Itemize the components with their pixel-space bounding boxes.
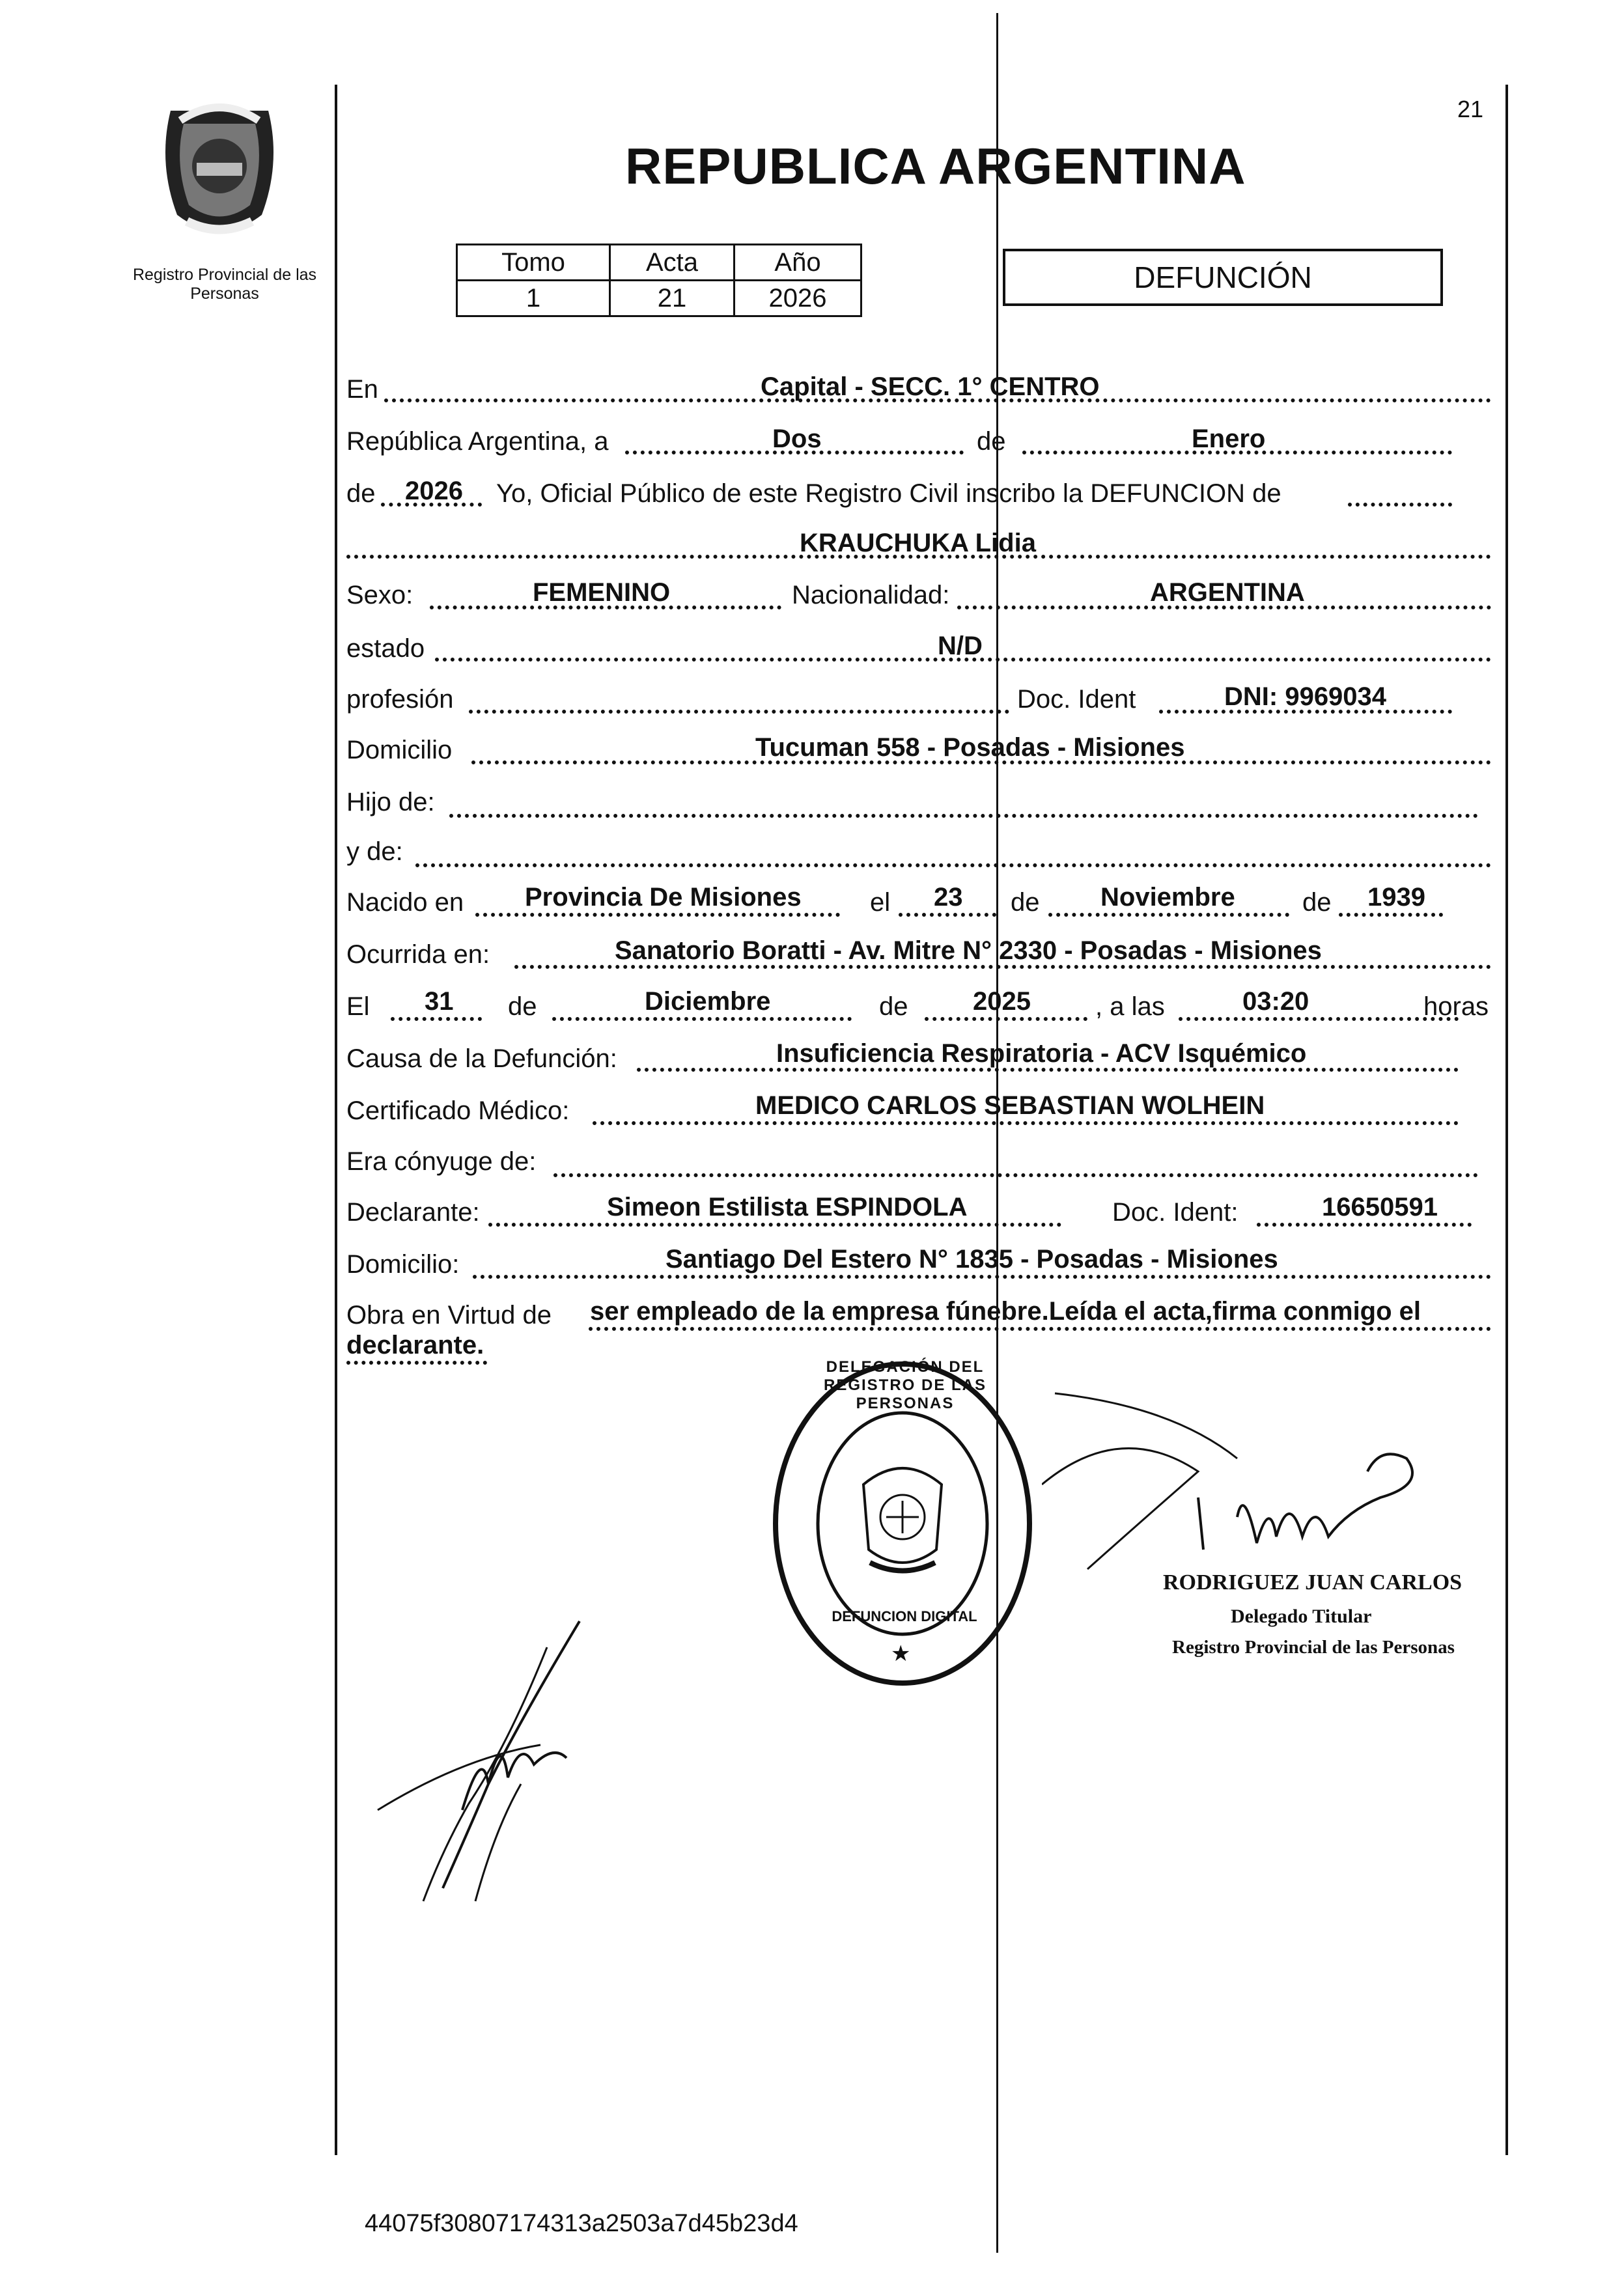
table-value-tomo: 1 [457, 281, 610, 316]
table-header-tomo: Tomo [457, 245, 610, 281]
label-declarante: Declarante: [346, 1198, 480, 1227]
dots-after-yo [1348, 503, 1452, 507]
value-nacido-dia: 23 [934, 883, 963, 912]
registry-name: Registro Provincial de las Personas [132, 266, 317, 303]
official-registry: Registro Provincial de las Personas [1172, 1637, 1455, 1658]
value-sexo: FEMENINO [533, 578, 671, 607]
value-nacionalidad: ARGENTINA [1150, 578, 1305, 607]
table-header-acta: Acta [610, 245, 735, 281]
label-de-nacido-mes: de [1011, 888, 1040, 917]
label-el-fallec: El [346, 992, 370, 1021]
dots-nacido-mes [1048, 913, 1289, 917]
label-de-fallec-anio: de [879, 992, 908, 1021]
left-margin-line [335, 85, 337, 2155]
label-profesion: profesión [346, 685, 454, 714]
label-de-mes: de [977, 427, 1006, 456]
table-header-anio: Año [735, 245, 861, 281]
value-domicilio: Tucuman 558 - Posadas - Misiones [755, 733, 1185, 762]
misiones-logo [151, 91, 288, 247]
dots-conyuge [553, 1173, 1478, 1177]
stamp-outer-text: DELEGACIÓN DEL REGISTRO DE LAS PERSONAS [823, 1358, 987, 1412]
label-de-fallec-mes: de [508, 992, 537, 1021]
declarant-signature [371, 1615, 619, 1914]
table-value-anio: 2026 [735, 281, 861, 316]
dots-hijo-de [449, 814, 1478, 818]
label-domicilio: Domicilio [346, 736, 453, 764]
dots-declarante [488, 1223, 1061, 1227]
value-declarante-domicilio: Santiago Del Estero N° 1835 - Posadas - Misiones [665, 1245, 1278, 1274]
value-declarante-doc: 16650591 [1322, 1193, 1438, 1221]
dots-profesion [469, 710, 1009, 714]
label-certificado: Certificado Médico: [346, 1096, 570, 1125]
label-domicilio-declarante: Domicilio: [346, 1250, 460, 1279]
dots-declarante-domicilio [473, 1275, 1491, 1279]
value-nombre: KRAUCHUKA Lidia [800, 529, 1036, 557]
value-doc: DNI: 9969034 [1224, 682, 1387, 711]
dots-fallec-mes [552, 1017, 852, 1021]
dots-causa [637, 1068, 1459, 1072]
act-type-label: DEFUNCIÓN [1134, 260, 1312, 294]
value-nacido-mes: Noviembre [1100, 883, 1235, 912]
label-estado: estado [346, 634, 425, 663]
label-doc-ident: Doc. Ident [1017, 685, 1136, 714]
label-hijo-de: Hijo de: [346, 788, 435, 816]
label-sexo: Sexo: [346, 581, 413, 609]
dots-fallec-anio [925, 1017, 1087, 1021]
dots-nacido-anio [1339, 913, 1443, 917]
value-causa: Insuficiencia Respiratoria - ACV Isquémico [776, 1039, 1307, 1068]
value-mes: Enero [1192, 425, 1266, 453]
value-fallec-dia: 31 [425, 987, 454, 1016]
dots-nacido-dia [899, 913, 996, 917]
table-value-acta: 21 [610, 281, 735, 316]
label-nacionalidad: Nacionalidad: [792, 581, 950, 609]
label-y-de: y de: [346, 837, 403, 866]
dots-certificado [593, 1121, 1459, 1125]
value-fallec-mes: Diciembre [645, 987, 771, 1016]
dots-y-de [415, 863, 1491, 867]
value-obra-line1: ser empleado de la empresa fúnebre.Leída el acta,firma conmigo el [590, 1297, 1421, 1326]
dots-fallec-dia [391, 1017, 482, 1021]
value-dia: Dos [772, 425, 822, 453]
dots-declarante-doc [1257, 1223, 1472, 1227]
label-el-nacido: el [870, 888, 891, 917]
label-republica-a: República Argentina, a [346, 427, 609, 456]
label-a-las: , a las [1095, 992, 1165, 1021]
value-nacido-anio: 1939 [1367, 883, 1425, 912]
document-hash: 44075f30807174313a2503a7d45b23d4 [365, 2210, 798, 2237]
label-yo-oficial: Yo, Oficial Público de este Registro Civil inscribo la DEFUNCION de [496, 479, 1281, 508]
value-declarante: Simeon Estilista ESPINDOLA [607, 1193, 968, 1221]
dots-ocurrida [514, 965, 1491, 969]
value-obra-line2: declarante. [346, 1331, 484, 1359]
dots-nacido-lugar [475, 913, 840, 917]
center-fold-line [996, 13, 998, 2253]
act-type-box [1003, 249, 1443, 306]
value-certificado: MEDICO CARLOS SEBASTIAN WOLHEIN [755, 1091, 1265, 1120]
value-hora: 03:20 [1242, 987, 1309, 1016]
label-en: En [346, 375, 378, 404]
dots-hora [1179, 1017, 1459, 1021]
stamp-star-icon: ★ [891, 1641, 911, 1666]
value-nacido-lugar: Provincia De Misiones [525, 883, 802, 912]
stamp-inner-text: DEFUNCION DIGITAL [832, 1608, 977, 1624]
label-ocurrida-en: Ocurrida en: [346, 940, 490, 969]
value-anio: 2026 [405, 477, 463, 505]
value-ocurrida: Sanatorio Boratti - Av. Mitre N° 2330 - Posadas - Misiones [615, 936, 1322, 965]
value-fallec-anio: 2025 [973, 987, 1031, 1016]
value-lugar: Capital - SECC. 1° CENTRO [761, 372, 1100, 401]
label-horas: horas [1423, 992, 1489, 1021]
value-estado: N/D [938, 632, 983, 660]
page-number: 21 [1457, 96, 1484, 122]
label-causa: Causa de la Defunción: [346, 1044, 617, 1073]
dots-obra-1 [589, 1327, 1491, 1331]
label-obra-en-virtud: Obra en Virtud de [346, 1301, 552, 1330]
label-de-anio: de [346, 479, 376, 508]
label-nacido-en: Nacido en [346, 888, 464, 917]
page-title: REPUBLICA ARGENTINA [625, 137, 1246, 195]
dots-obra-2 [346, 1361, 487, 1365]
label-conyuge: Era cónyuge de: [346, 1147, 537, 1176]
official-role: Delegado Titular [1231, 1606, 1372, 1627]
official-name: RODRIGUEZ JUAN CARLOS [1163, 1570, 1463, 1595]
label-doc-ident-declarante: Doc. Ident: [1112, 1198, 1239, 1227]
right-margin-line [1505, 85, 1508, 2155]
act-number-table [456, 244, 862, 317]
official-signature [1042, 1380, 1433, 1602]
label-de-nacido-anio: de [1302, 888, 1332, 917]
